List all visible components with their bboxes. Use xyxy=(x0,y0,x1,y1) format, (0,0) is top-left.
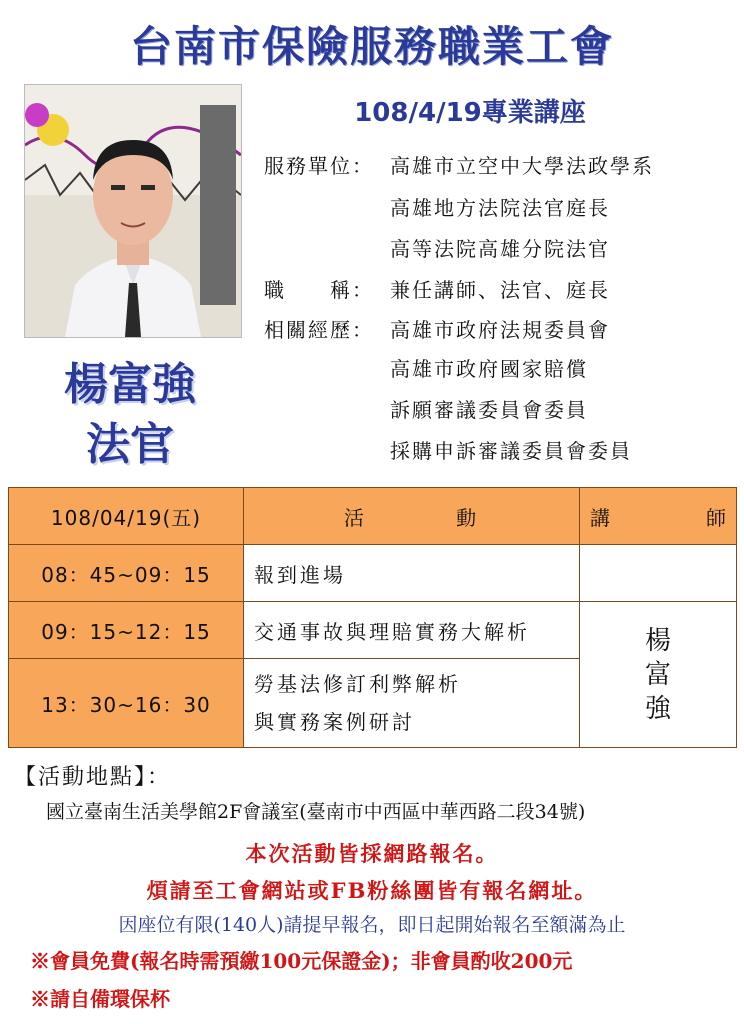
schedule-activity-header: 活 動 xyxy=(244,488,580,545)
table-row xyxy=(9,602,737,659)
note-seat-limit: 因座位有限(140人)請提早報名，即日起開始報名至額滿為止 xyxy=(118,914,626,936)
schedule-header-row xyxy=(9,488,737,545)
table-row xyxy=(9,545,737,602)
info-row-unit-1 xyxy=(0,146,744,186)
info-value: 兼任講師、法官、庭長 xyxy=(390,278,610,302)
info-value: 高雄市政府國家賠償 xyxy=(390,357,588,381)
note-fee: ※會員免費(報名時需預繳100元保證金)；非會員酌收200元 xyxy=(30,949,573,973)
info-label-title: 職 稱： xyxy=(264,278,374,302)
teacher-header-char-1: 講 xyxy=(590,505,610,530)
schedule-table xyxy=(8,487,737,748)
info-row-unit-2 xyxy=(0,188,744,228)
info-value: 訴願審議委員會委員 xyxy=(390,398,588,422)
schedule-time: 13：30~16：30 xyxy=(9,659,244,748)
schedule-time: 09：15~12：15 xyxy=(9,602,244,659)
schedule-activity: 報到進場 xyxy=(244,545,580,602)
teacher-char: 強 xyxy=(644,693,671,724)
info-value: 高等法院高雄分院法官 xyxy=(390,237,610,261)
schedule-date-header: 108/04/19(五) xyxy=(9,488,244,545)
schedule-teacher-empty xyxy=(580,545,737,602)
info-row-exp-1 xyxy=(0,310,744,350)
info-label-unit: 服務單位： xyxy=(264,154,374,178)
speaker-name: 楊富強 xyxy=(64,359,196,410)
location-address: 國立臺南生活美學館2F會議室(臺南市中西區中華西路二段34號) xyxy=(46,801,586,823)
lecture-subtitle: 108/4/19專業講座 xyxy=(354,98,586,128)
schedule-teacher xyxy=(580,602,737,748)
speaker-role: 法官 xyxy=(86,419,174,470)
note-website: 煩請至工會網站或FB粉絲團皆有報名網址。 xyxy=(146,878,598,903)
info-value: 採購申訴審議委員會委員 xyxy=(390,439,632,463)
page-title: 台南市保險服務職業工會 xyxy=(129,22,614,71)
teacher-char: 富 xyxy=(644,659,671,690)
info-row-exp-2 xyxy=(0,349,744,389)
schedule-activity-line-1: 勞基法修訂利弊解析 xyxy=(254,672,461,696)
note-cup: ※請自備環保杯 xyxy=(30,987,170,1011)
info-value: 高雄市立空中大學法政學系 xyxy=(390,154,654,178)
schedule-activity xyxy=(244,659,580,748)
info-row-unit-3 xyxy=(0,229,744,269)
info-value: 高雄地方法院法官庭長 xyxy=(390,196,610,220)
info-label-experience: 相關經歷： xyxy=(264,318,374,342)
schedule-teacher-header xyxy=(580,488,737,545)
info-row-title xyxy=(0,270,744,310)
teacher-header-char-2: 師 xyxy=(706,505,726,530)
schedule-activity-line-2: 與實務案例研討 xyxy=(254,710,415,734)
info-row-exp-3 xyxy=(0,390,744,430)
teacher-char: 楊 xyxy=(644,625,671,656)
note-online-registration: 本次活動皆採網路報名。 xyxy=(245,841,499,866)
schedule-time: 08：45~09：15 xyxy=(9,545,244,602)
schedule-activity: 交通事故與理賠實務大解析 xyxy=(244,602,580,659)
location-heading: 【活動地點】： xyxy=(14,765,172,790)
info-row-exp-4 xyxy=(0,431,744,471)
info-value: 高雄市政府法規委員會 xyxy=(390,318,610,342)
